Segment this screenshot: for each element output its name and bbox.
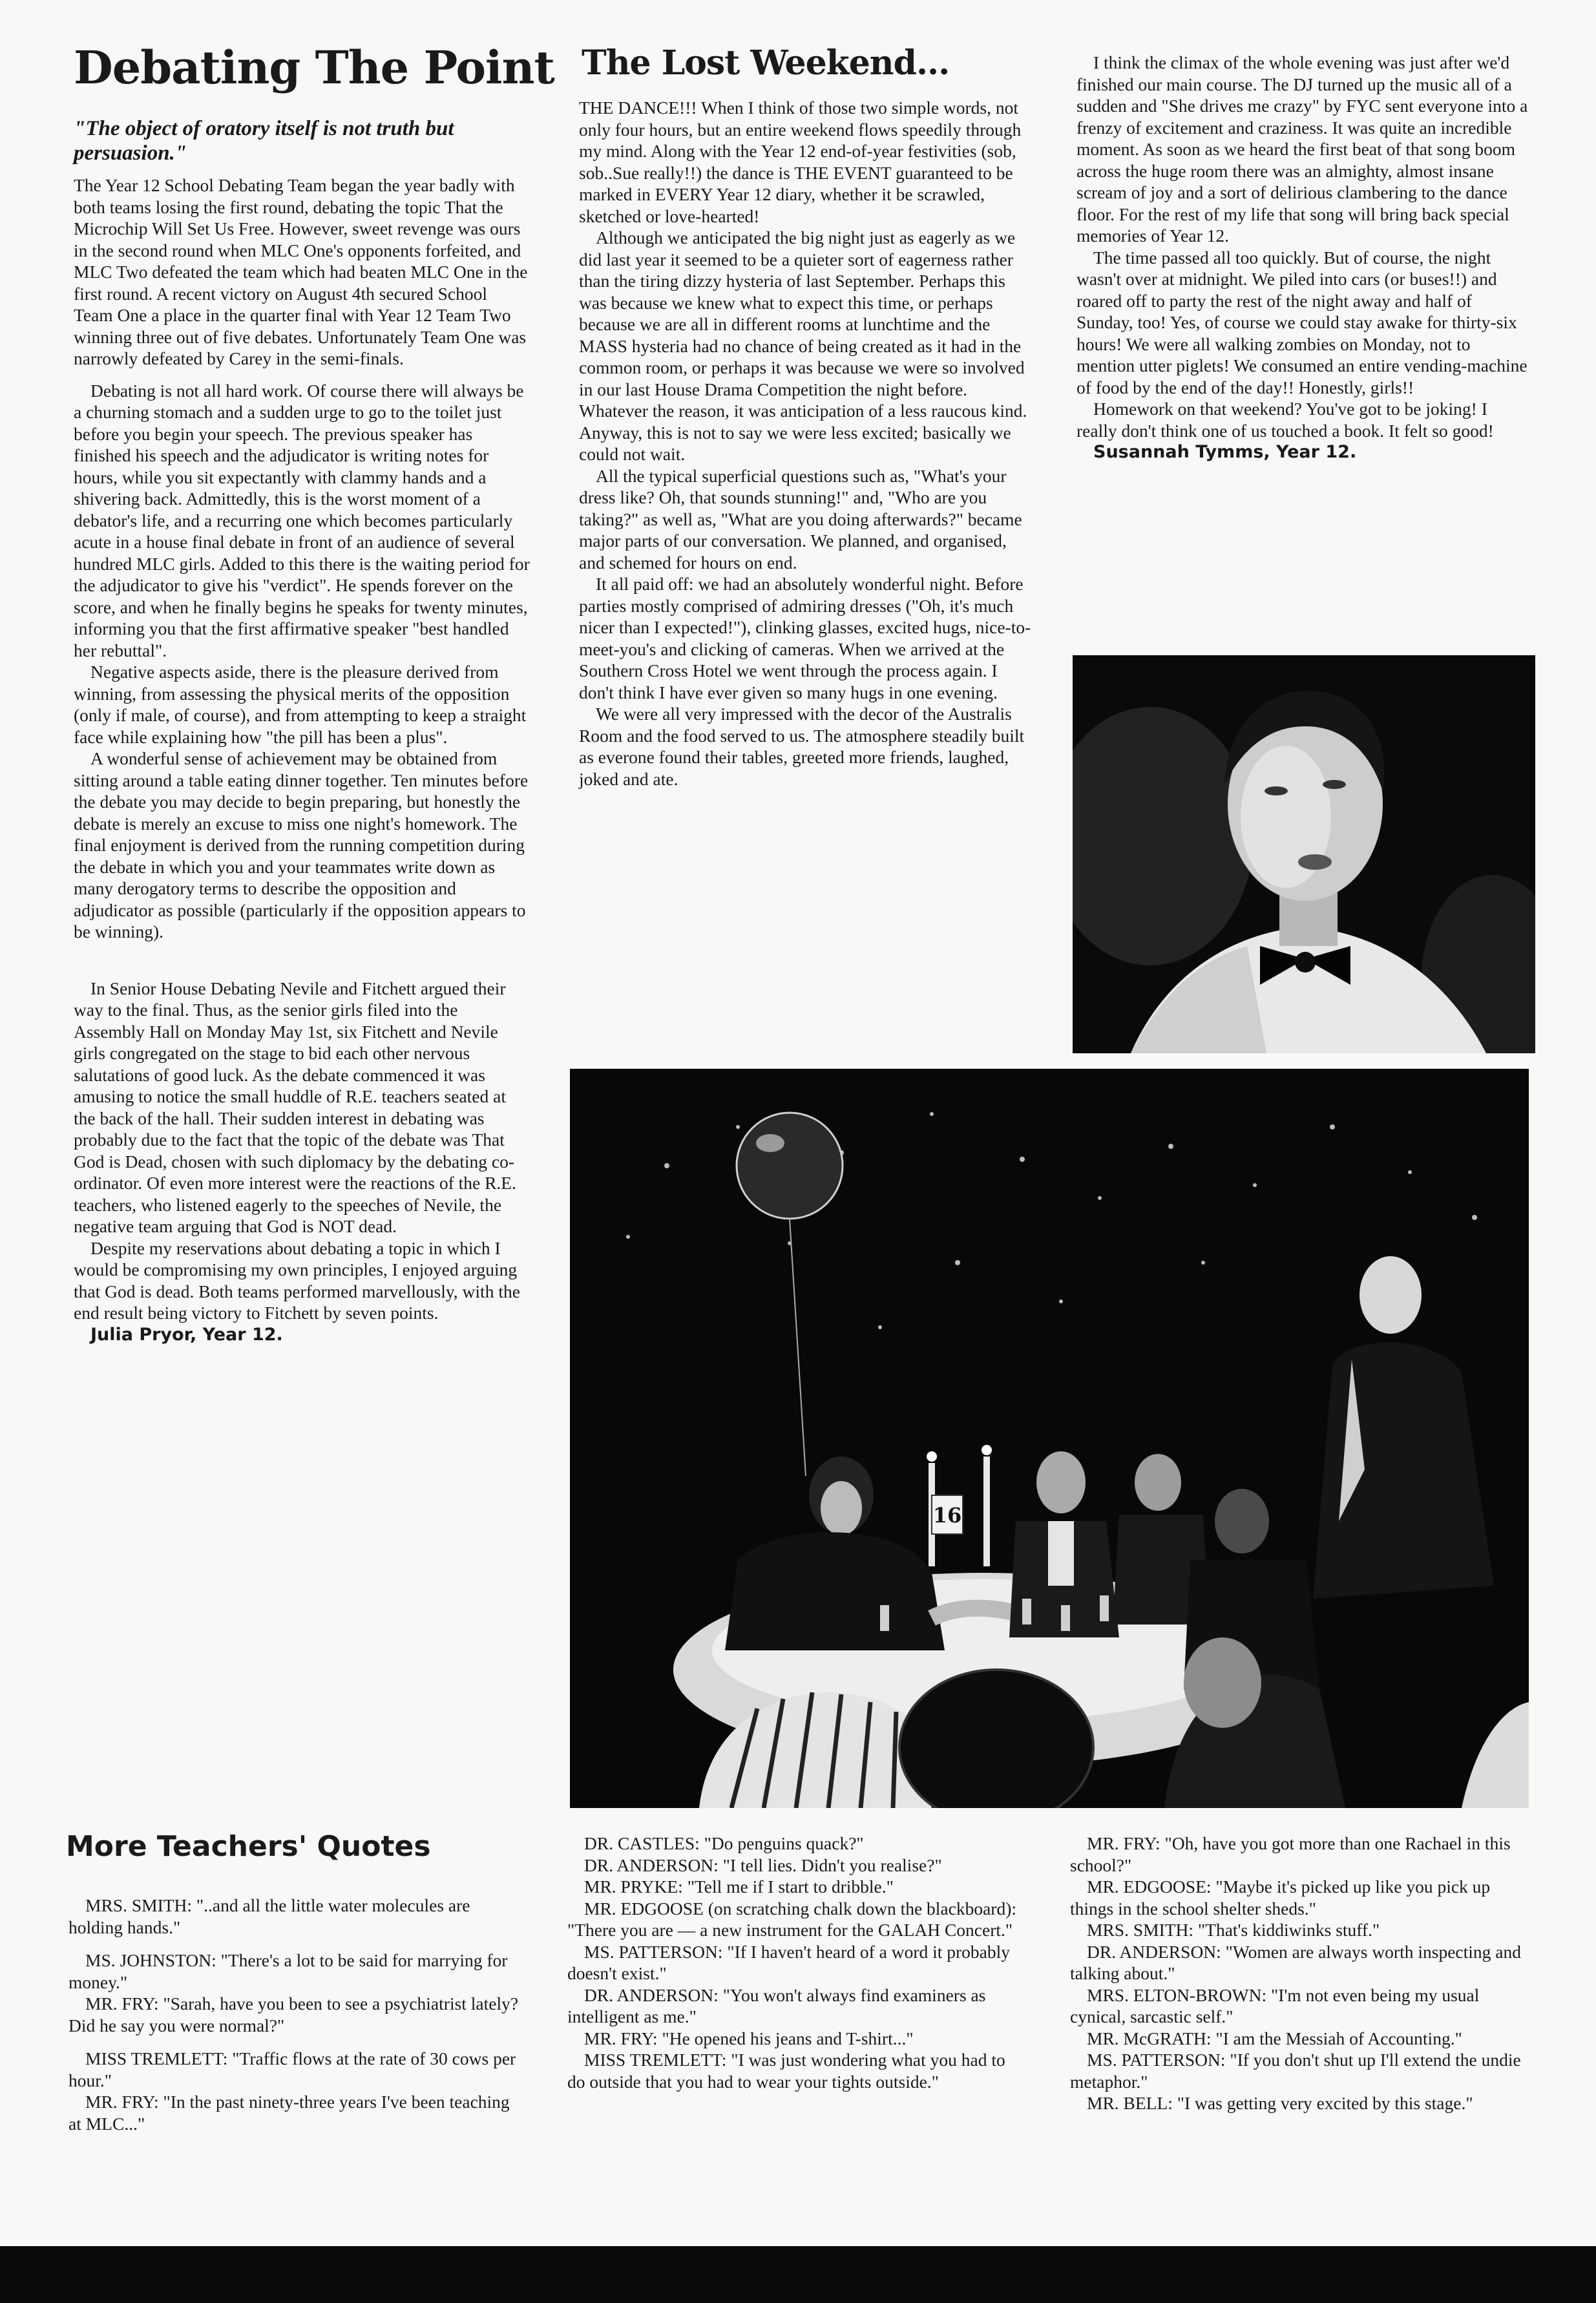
teacher-quote: MR. McGRATH: "I am the Messiah of Accounting." <box>1087 2028 1462 2048</box>
teacher-quote: MISS TREMLETT: "I was just wondering what you had to do outside that you had to wear your tights outside." <box>567 2050 1005 2092</box>
debating-paragraph: Despite my reservations about debating a topic in which I would be compromising my own principles, I enjoyed arguing that God is dead. Both teams performed marvellously, with the end result being victory to Fitchett by seven points. <box>74 1237 520 1323</box>
teacher-quote: MRS. SMITH: "That's kiddiwinks stuff." <box>1087 1920 1380 1940</box>
weekend-article-part1 <box>579 97 1035 790</box>
debating-paragraph: In Senior House Debating Nevile and Fitchett argued their way to the final. Thus, as the senior girls filed into the Assembly Hall on Monday May 1st, six Fitchett and Nevile girls congregated on the stage to bid each other nervous salutations of good luck. As the debate commenced it was amusing to notice the small huddle of R.E. teachers seated at the back of the hall. Their sudden interest in debating was probably due to the fact that the topic of the debate was That God is Dead, chosen with such diplomacy by the debating co-ordinator. Of even more interest were the reactions of the R.E. teachers, who listened eagerly to the speeches of Nevile, the negative team arguing that God is NOT dead. <box>74 978 516 1236</box>
teacher-quote: DR. ANDERSON: "I tell lies. Didn't you realise?" <box>584 1855 942 1875</box>
weekend-headline: The Lost Weekend... <box>582 43 950 83</box>
weekend-article-part2 <box>1076 52 1531 463</box>
teacher-quote: DR. ANDERSON: "Women are always worth inspecting and talking about." <box>1070 1941 1521 1983</box>
debating-paragraph: A wonderful sense of achievement may be obtained from sitting around a table eating dinner together. Ten minutes before the debate you may decide to begin preparing, but honestly the debate is merely an excuse to miss one night's homework. The final enjoyment is derived from the running competition during the debate in which you and your teammates write down as many derogatory terms to describe the opposition and adjudicator as possible (particularly if the opposition appears to be winning). <box>74 748 529 941</box>
teacher-quote: MR. BELL: "I was getting very excited by this stage." <box>1087 2093 1473 2113</box>
weekend-paragraph: THE DANCE!!! When I think of those two simple words, not only four hours, but an entire weekend flows speedily through my mind. Along with the Year 12 end-of-year festivities (sob, sob..Sue really!!) the dance is THE EVENT guaranteed to be marked in EVERY Year 12 diary, whether it be scrawled, sketched or love-hearted! <box>579 98 1022 226</box>
weekend-paragraph: The time passed all too quickly. But of course, the night wasn't over at midnight. We piled into cars (or buses!!) and roared off to party the rest of the night away and half of Sunday, too! Yes, of course we could stay awake for thirty-six hours! We were all walking zombies on Monday, not to mention utter piglets! We consumed an entire vending-machine of food by the end of the day!! Honestly, girls!! <box>1076 247 1528 397</box>
debating-paragraph: Negative aspects aside, there is the pleasure derived from winning, from assessing the physical merits of the opposition (only if male, of course), and from attempting to keep a straight face while explaining how "the pill has been a plus". <box>74 662 527 747</box>
weekend-byline: Susannah Tymms, Year 12. <box>1093 442 1357 462</box>
quotes-column-1 <box>68 1895 525 2134</box>
teacher-quote: DR. ANDERSON: "You won't always find examiners as intelligent as me." <box>567 1984 986 2026</box>
teacher-quote: MRS. SMITH: "..and all the little water molecules are holding hands." <box>68 1895 470 1937</box>
portrait-illustration <box>1073 655 1535 1053</box>
quotes-column-3 <box>1070 1833 1530 2114</box>
weekend-paragraph: It all paid off: we had an absolutely wonderful night. Before parties mostly comprised of admiring dresses ("Oh, it's much nicer than I expected!"), clinking glasses, excited hugs, nice-to-meet-you's and clicking of cameras. When we arrived at the Southern Cross Hotel we went through the process again. I don't think I have ever given so many hugs in one evening. <box>579 574 1031 702</box>
debating-byline: Julia Pryor, Year 12. <box>90 1324 283 1345</box>
teacher-quote: MS. PATTERSON: "If I haven't heard of a word it probably doesn't exist." <box>567 1941 1011 1983</box>
dinner-illustration <box>570 1069 1529 1808</box>
weekend-paragraph: Although we anticipated the big night just as eagerly as we did last year it seemed to be a quieter sort of eagerness rather than the tiring dizzy hysteria of last September. Perhaps this was because we knew what to expect this time, or perhaps because we are all in different rooms at lunchtime and the MASS hysteria had no chance of being created as it had in the common room, or perhaps it was because we were so involved in our last House Drama Competition the night before. Whatever the reason, it was anticipation of a less raucous kind. Anyway, this is not to say we were less excited; basically we could not wait. <box>579 227 1027 464</box>
debating-headline: Debating The Point <box>74 41 554 94</box>
debating-article <box>74 174 530 1345</box>
teacher-quote: DR. CASTLES: "Do penguins quack?" <box>584 1833 864 1853</box>
debating-pullquote: "The object of oratory itself is not truth but persuasion." <box>74 117 454 165</box>
weekend-paragraph: All the typical superficial questions such as, "What's your dress like? Oh, that sounds stunning!" and, "Who are you taking?" as well as, "What are you doing afterwards?" became major parts of our conversation. We planned, and organised, and schemed for hours on end. <box>579 465 1022 573</box>
dance-photo-dinner <box>570 1069 1529 1808</box>
teacher-quote: MR. FRY: "Oh, have you got more than one Rachael in this school?" <box>1070 1833 1511 1875</box>
scan-edge-bar <box>0 2246 1596 2303</box>
debating-paragraph: The Year 12 School Debating Team began the year badly with both teams losing the first round, debating the topic That the Microchip Will Set Us Free. However, sweet revenge was ours in the second round when MLC One's opponents forfeited, and MLC Two defeated the team which had beaten MLC One in the first round. A recent victory on August 4th secured School Team One a place in the quarter final with Year 12 Team Two winning three out of five debates. Unfortunately Team One was narrowly defeated by Carey in the semi-finals. <box>74 175 528 368</box>
teacher-quote: MR. EDGOOSE: "Maybe it's picked up like you pick up things in the school shelter sheds." <box>1070 1877 1491 1919</box>
teacher-quote: MR. PRYKE: "Tell me if I start to dribble." <box>584 1877 894 1897</box>
dance-photo-portrait <box>1073 655 1535 1053</box>
teacher-quote: MS. JOHNSTON: "There's a lot to be said for marrying for money." <box>68 1950 508 1992</box>
teacher-quote: MR. FRY: "In the past ninety-three years I've been teaching at MLC..." <box>68 2092 510 2134</box>
teacher-quote: MISS TREMLETT: "Traffic flows at the rate of 30 cows per hour." <box>68 2048 516 2090</box>
teacher-quote: MR. EDGOOSE (on scratching chalk down the blackboard): "There you are — a new instrument for the GALAH Concert." <box>567 1898 1017 1940</box>
teacher-quote: MS. PATTERSON: "If you don't shut up I'll extend the undie metaphor." <box>1070 2050 1521 2092</box>
weekend-paragraph: We were all very impressed with the decor of the Australis Room and the food served to us. The atmosphere steadily built as everone found their tables, greeted more friends, laughed, joked and ate. <box>579 704 1025 789</box>
teacher-quote: MR. FRY: "Sarah, have you been to see a psychiatrist lately? Did he say you were normal?" <box>68 1993 519 2035</box>
quotes-column-2 <box>567 1833 1026 2092</box>
debating-paragraph: Debating is not all hard work. Of course there will always be a churning stomach and a sudden urge to go to the toilet just before you begin your speech. The previous speaker has finished his speech and the adjudicator is writing notes for hours, while you sit expectantly with clammy hands and a shivering back. Admittedly, this is the worst moment of a debator's life, and a recurring one which becomes particularly acute in a house final debate in front of an audience of several hundred MLC girls. Added to this there is the waiting period for the adjudicator to give his "verdict". He spends forever on the score, and when he finally begins he speaks for twenty minutes, informing you that the first affirmative speaker "best handled her rebuttal". <box>74 380 530 660</box>
teacher-quote: MRS. ELTON-BROWN: "I'm not even being my usual cynical, sarcastic self." <box>1070 1984 1480 2026</box>
weekend-paragraph: Homework on that weekend? You've got to be joking! I really don't think one of us touched a book. It felt so good! <box>1076 399 1494 441</box>
teacher-quote: MR. FRY: "He opened his jeans and T-shirt..." <box>584 2028 914 2048</box>
quotes-headline: More Teachers' Quotes <box>66 1830 431 1863</box>
weekend-paragraph: I think the climax of the whole evening was just after we'd finished our main course. The DJ turned up the music all of a sudden and "She drives me crazy" by FYC sent everyone into a frenzy of excitement and craziness. It was quite an incredible moment. As soon as we heard the first beat of that song boom across the huge room there was an almighty, almost insane scream of joy and a sort of delirious clambering to the dance floor. For the rest of my life that song will bring back special memories of Year 12. <box>1076 52 1528 246</box>
table-number-label: 16 <box>932 1503 962 1528</box>
